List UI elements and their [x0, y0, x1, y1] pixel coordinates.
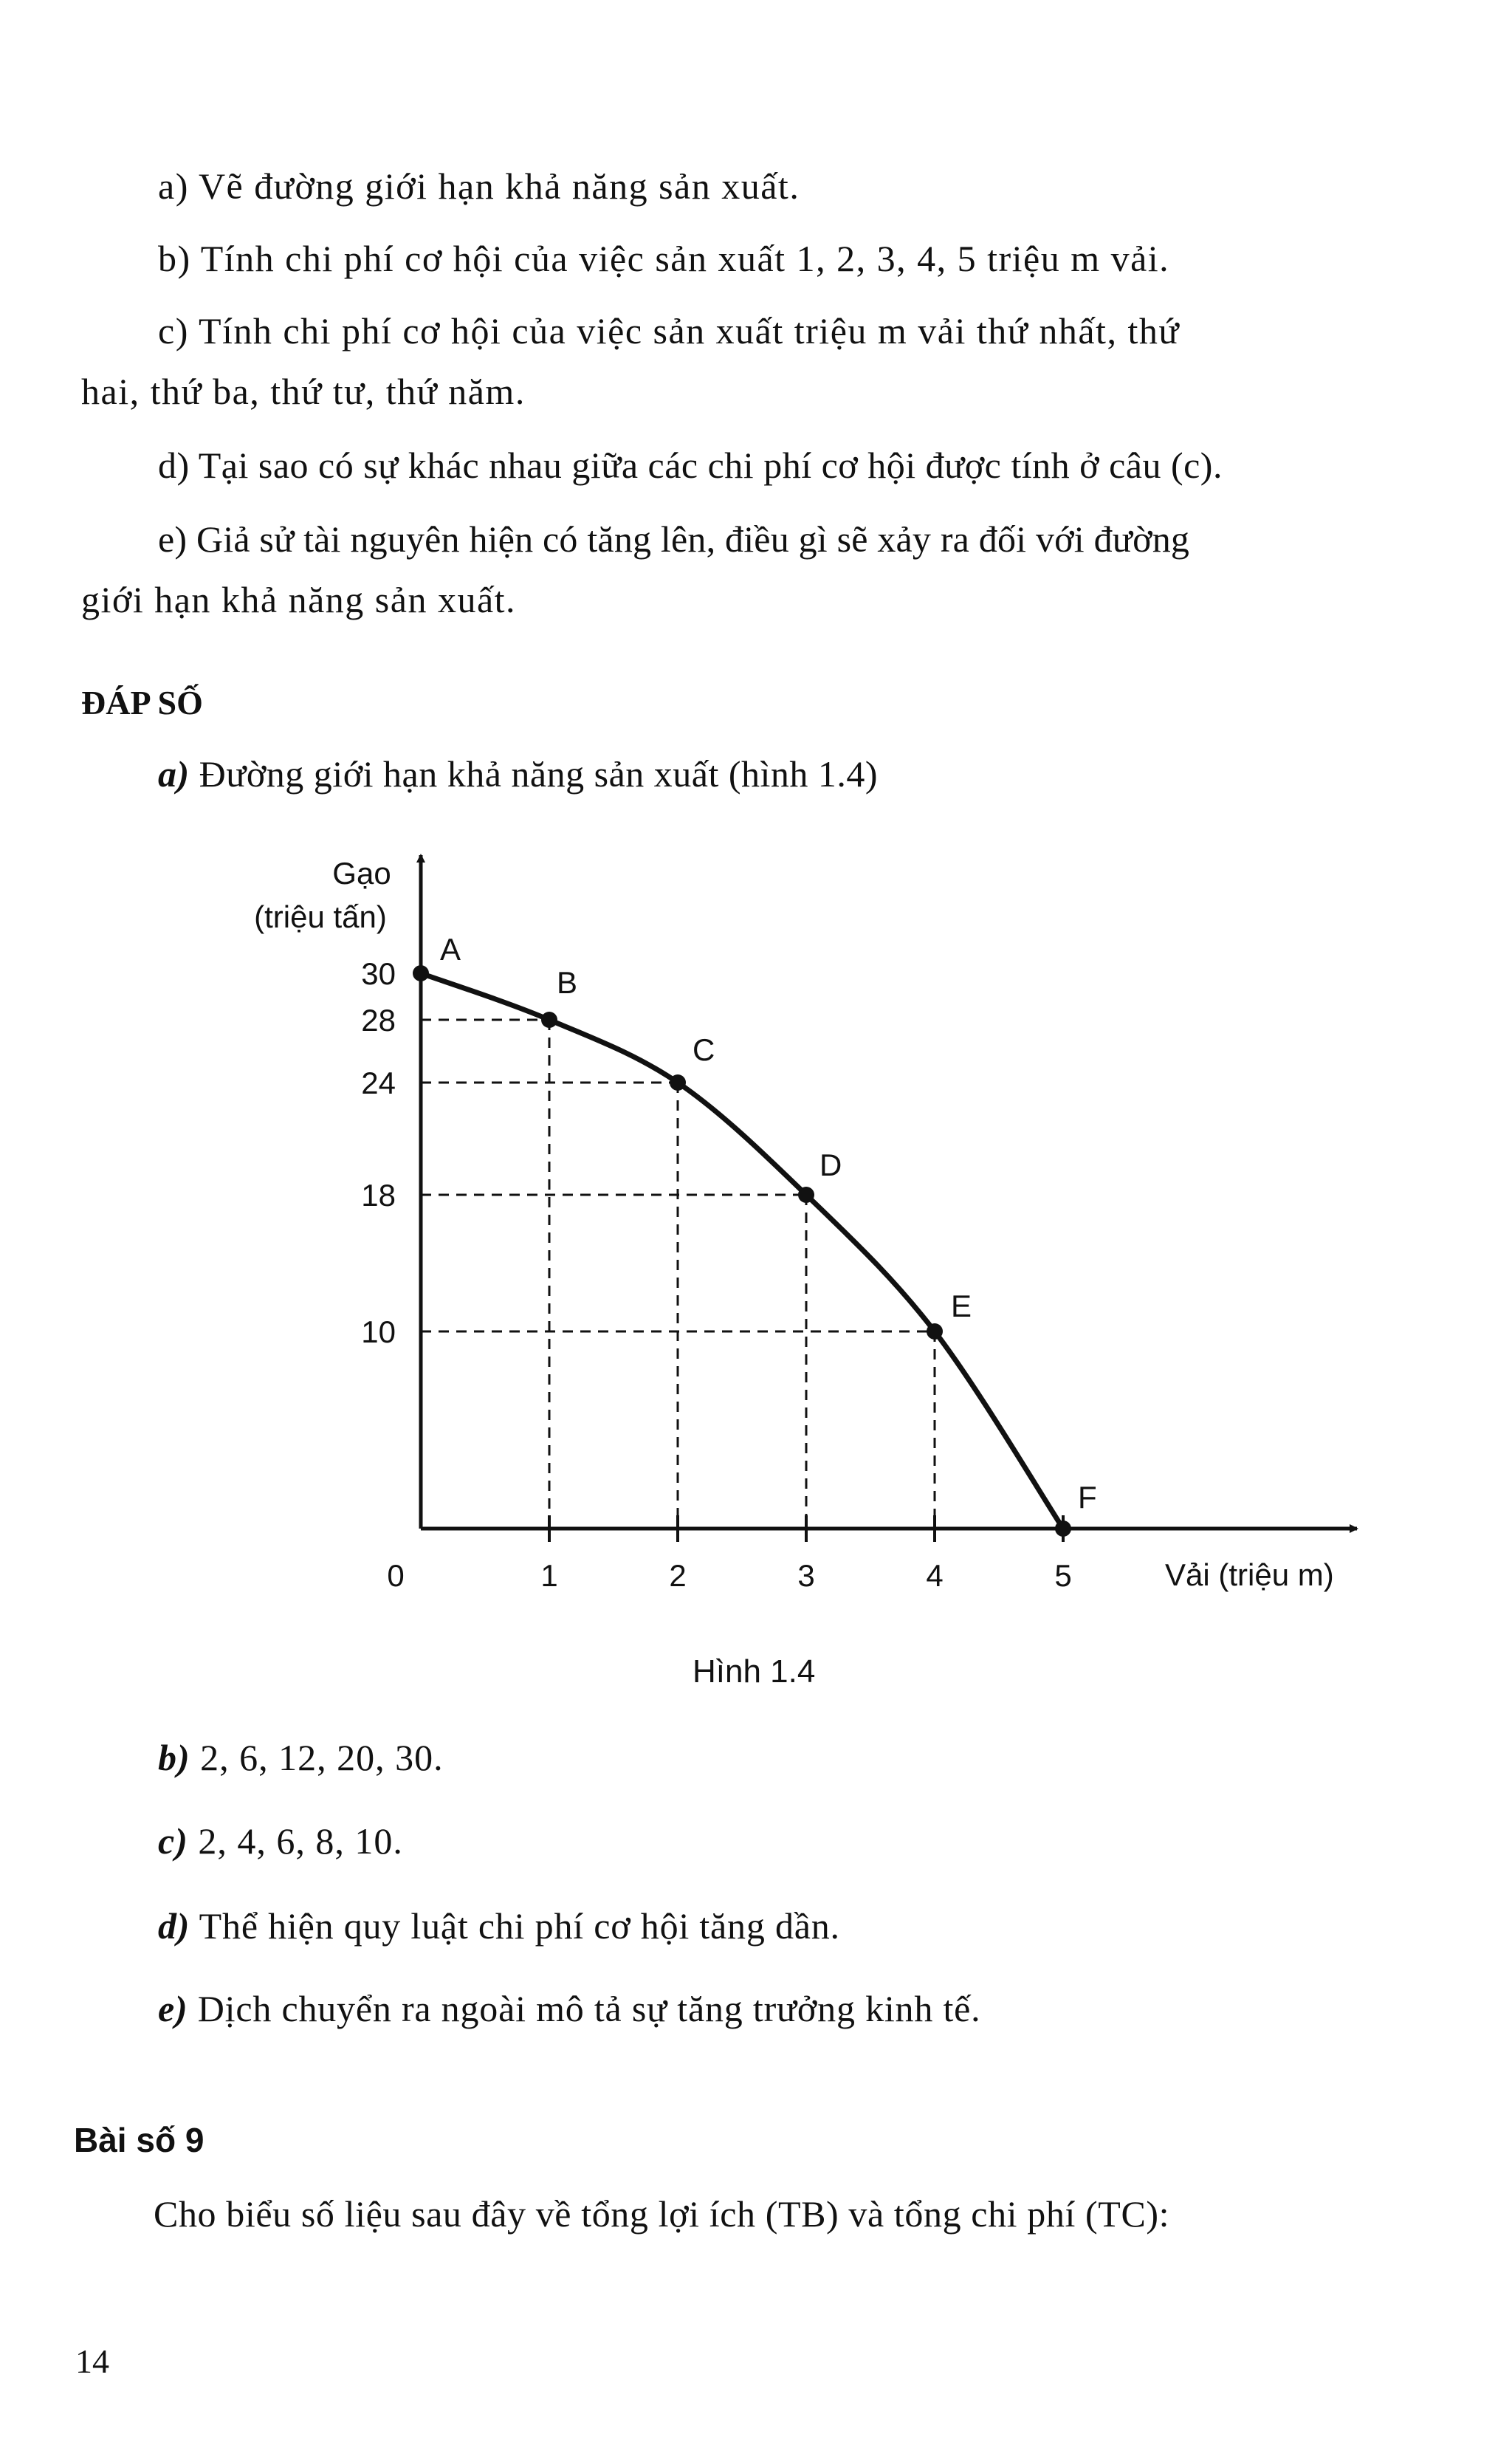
exercise-intro: Cho biểu số liệu sau đây về tổng lợi ích (TB) và tổng chi phí (TC): [154, 2193, 1170, 2235]
answers-heading: ĐÁP SỐ [81, 684, 203, 721]
y-tick-label: 28 [361, 1003, 396, 1038]
point-label-f: F [1078, 1480, 1097, 1515]
answer-e-label: e) [158, 1988, 188, 2029]
y-tick-label: 30 [361, 956, 396, 991]
x-tick-label: 3 [797, 1558, 815, 1593]
point-c [670, 1074, 686, 1091]
point-e [927, 1323, 943, 1340]
question-c-line1: c) Tính chi phí cơ hội của việc sản xuất triệu m vải thứ nhất, thứ [158, 310, 1180, 352]
point-b [541, 1012, 557, 1028]
point-d [798, 1187, 814, 1203]
y-axis-label-line2: (triệu tấn) [254, 899, 387, 934]
question-d: d) Tại sao có sự khác nhau giữa các chi phí cơ hội được tính ở câu (c). [158, 445, 1223, 486]
point-label-d: D [819, 1148, 842, 1182]
point-label-b: B [557, 965, 578, 1000]
point-label-e: E [951, 1289, 972, 1323]
question-e-line2: giới hạn khả năng sản xuất. [81, 579, 517, 620]
x-tick-label: 4 [926, 1558, 944, 1593]
y-tick-label: 18 [361, 1178, 396, 1213]
answer-c [158, 1819, 403, 1863]
answer-b-label: b) [158, 1737, 190, 1778]
point-label-c: C [693, 1032, 715, 1067]
answer-b-text: 2, 6, 12, 20, 30. [200, 1737, 444, 1778]
y-tick-label: 24 [361, 1066, 396, 1100]
point-f [1055, 1520, 1071, 1537]
y-tick-label: 10 [361, 1314, 396, 1349]
answer-c-label: c) [158, 1820, 188, 1862]
x-tick-label: 2 [669, 1558, 687, 1593]
figure-caption: Hình 1.4 [693, 1653, 816, 1690]
answer-e-text: Dịch chuyển ra ngoài mô tả sự tăng trưởng kinh tế. [197, 1988, 981, 2029]
answer-d-text: Thể hiện quy luật chi phí cơ hội tăng dần. [199, 1905, 840, 1947]
answer-a-text: Đường giới hạn khả năng sản xuất (hình 1.4) [199, 753, 879, 795]
page-number: 14 [75, 2342, 109, 2380]
x-tick-label: 1 [540, 1558, 558, 1593]
x-tick-label: 5 [1054, 1558, 1072, 1593]
answer-d-label: d) [158, 1905, 190, 1947]
ppf-curve [421, 973, 1063, 1529]
point-a [413, 965, 429, 981]
question-c-line2: hai, thứ ba, thứ tư, thứ năm. [81, 371, 526, 412]
y-axis-label-line1: Gạo [332, 856, 391, 891]
x-tick-label: 0 [387, 1558, 405, 1593]
question-a: a) Vẽ đường giới hạn khả năng sản xuất. [158, 165, 800, 207]
exercise-title: Bài số 9 [74, 2121, 205, 2159]
answer-d [158, 1904, 840, 1948]
answer-b [158, 1735, 444, 1780]
question-e-line1: e) Giả sử tài nguyên hiện có tăng lên, điều gì sẽ xảy ra đối với đường [158, 518, 1190, 560]
answer-e [158, 1986, 980, 2031]
answer-a-label: a) [158, 753, 190, 795]
question-b: b) Tính chi phí cơ hội của việc sản xuất 1, 2, 3, 4, 5 triệu m vải. [158, 238, 1170, 279]
point-label-a: A [440, 932, 461, 967]
answer-c-text: 2, 4, 6, 8, 10. [198, 1820, 403, 1862]
x-axis-label: Vải (triệu m) [1165, 1557, 1334, 1592]
